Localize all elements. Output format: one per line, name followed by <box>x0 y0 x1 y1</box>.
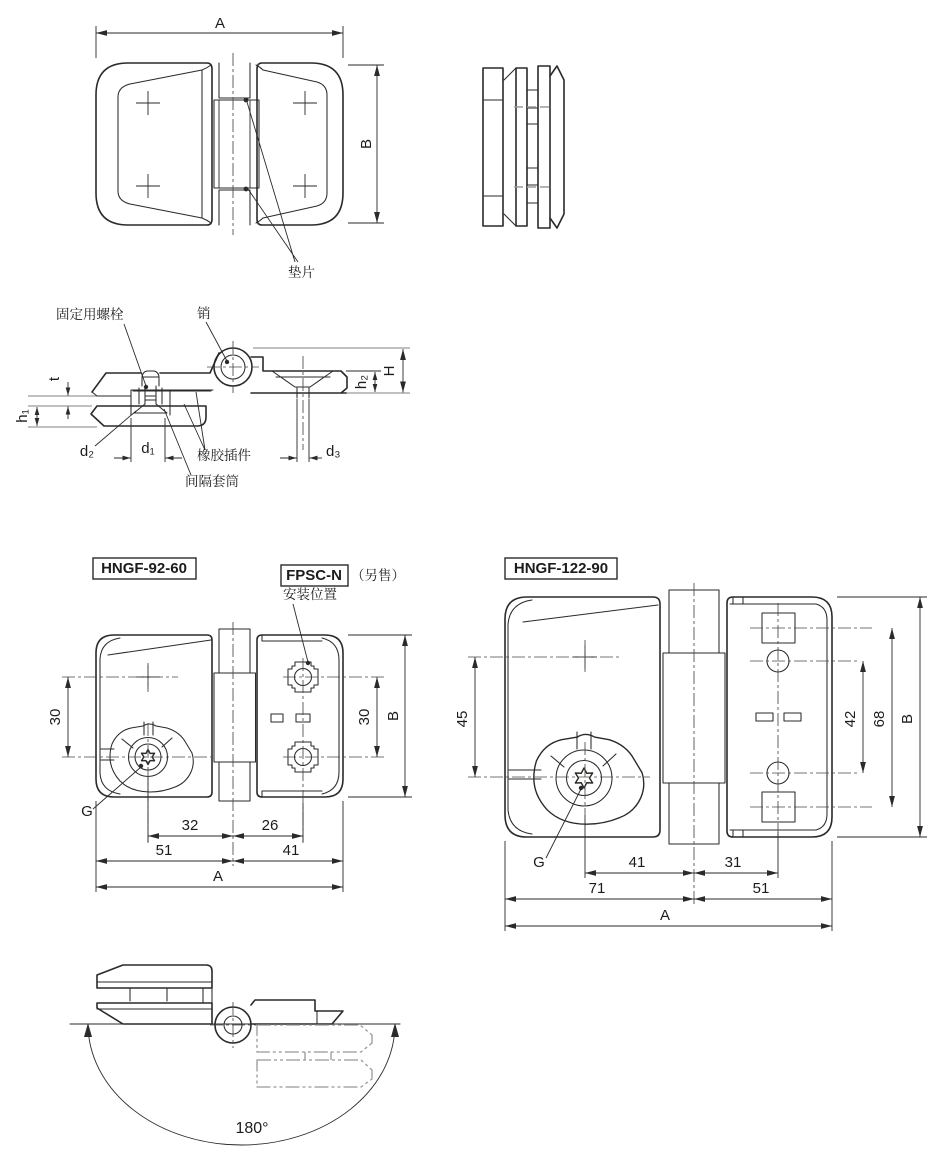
dim-label-41-92: 41 <box>282 842 300 859</box>
side-profile-view <box>483 66 564 228</box>
hngf-92-60-view <box>47 558 412 892</box>
hngf-122-90-view <box>454 558 927 931</box>
dim-label-b-92: B <box>385 710 402 722</box>
dim-label-71: 71 <box>588 880 606 897</box>
dim-label-h1: h₁ <box>14 409 31 423</box>
fpsc-position-label: 安装位置 <box>283 587 337 602</box>
dim-label-68: 68 <box>871 710 888 728</box>
dim-label-h: H <box>381 365 398 377</box>
dim-label-b-top: B <box>358 138 375 150</box>
dim-label-t: t <box>46 376 63 382</box>
cross-section-view <box>14 305 410 489</box>
dim-label-26: 26 <box>261 817 279 834</box>
fixing-bolt-label: 固定用螺栓 <box>56 307 124 322</box>
dim-label-d3: d₃ <box>326 443 341 460</box>
dim-label-a-top: A <box>214 15 226 32</box>
fpsc-note: （另售） <box>351 568 405 583</box>
rotation-range-view <box>70 965 400 1145</box>
dim-label-g-92: G <box>81 803 93 820</box>
dim-label-a-122: A <box>659 907 671 924</box>
rotation-angle-label: 180° <box>235 1120 269 1137</box>
dim-label-51-122: 51 <box>752 880 770 897</box>
dim-label-d2: d₂ <box>79 443 95 460</box>
model-122-title: HNGF-122-90 <box>513 560 609 577</box>
dim-label-31: 31 <box>724 854 742 871</box>
dim-label-b-122: B <box>899 713 916 725</box>
dim-label-d1: d₁ <box>141 440 155 457</box>
dim-label-g-122: G <box>533 854 545 871</box>
dim-label-45: 45 <box>454 710 471 728</box>
dim-label-a-92: A <box>212 868 224 885</box>
model-92-title: HNGF-92-60 <box>101 560 187 577</box>
shim-label: 垫片 <box>288 265 315 280</box>
fpsc-title: FPSC-N <box>286 567 342 584</box>
dim-label-41-122: 41 <box>628 854 646 871</box>
dim-label-32: 32 <box>181 817 199 834</box>
dim-label-51-92: 51 <box>155 842 173 859</box>
rubber-insert-label: 橡胶插件 <box>197 448 251 463</box>
spacer-sleeve-label: 间隔套筒 <box>185 474 239 489</box>
top-plan-view <box>96 15 384 280</box>
pin-label: 销 <box>197 306 211 321</box>
dim-label-30-left: 30 <box>47 708 64 726</box>
dim-label-h2: h₂ <box>353 374 370 390</box>
dim-label-42: 42 <box>842 710 859 728</box>
dim-label-30-right: 30 <box>356 708 373 726</box>
